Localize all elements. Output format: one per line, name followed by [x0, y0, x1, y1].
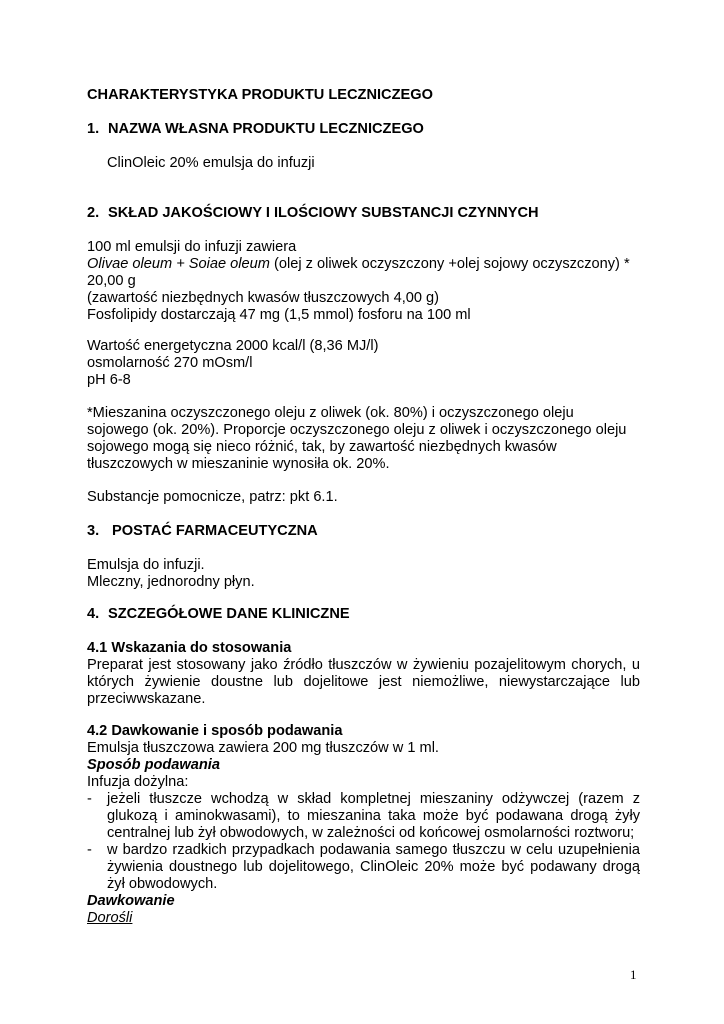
section-1-number: 1.: [87, 121, 100, 137]
section-3-number: 3.: [87, 523, 100, 539]
composition-amount: 20,00 g: [87, 273, 136, 289]
route-intro: Infuzja dożylna:: [87, 774, 189, 790]
section-3-heading: [87, 523, 318, 540]
footnote-line: tłuszczowych w mieszaninie wynosiła ok. 20%.: [87, 456, 390, 472]
bullet-dash: -: [87, 842, 92, 858]
bullet-dash: -: [87, 791, 92, 807]
route-bullet-item: [87, 791, 640, 842]
section-1-heading: [87, 121, 424, 138]
document-title: CHARAKTERYSTYKA PRODUKTU LECZNICZEGO: [87, 87, 433, 103]
section-3-title: POSTAĆ FARMACEUTYCZNA: [108, 523, 318, 539]
ph-value: pH 6-8: [87, 372, 131, 388]
subsection-4-2-title: 4.2 Dawkowanie i sposób podawania: [87, 723, 343, 739]
route-bullet-item: [87, 842, 640, 893]
pharma-form-line: Mleczny, jednorodny płyn.: [87, 574, 255, 590]
pharma-form-block: [87, 557, 640, 591]
section-4-heading: [87, 606, 350, 623]
osmolarity-value: osmolarność 270 mOsm/l: [87, 355, 253, 371]
composition-block: [87, 239, 640, 324]
footnote-line: sojowego (ok. 20%). Proporcje oczyszczonego oleju z oliwek i oczyszczonego oleju: [87, 422, 627, 438]
composition-rest: (olej z oliwek oczyszczony +olej sojowy oczyszczony) *: [269, 256, 630, 272]
footnote-block: [87, 405, 640, 473]
section-4-title: SZCZEGÓŁOWE DANE KLINICZNE: [108, 606, 350, 622]
section-4-number: 4.: [87, 606, 100, 622]
product-name: ClinOleic 20% emulsja do infuzji: [107, 155, 315, 171]
properties-block: [87, 338, 640, 389]
page-number: 1: [630, 967, 637, 982]
subsection-4-1-title: 4.1 Wskazania do stosowania: [87, 640, 292, 656]
section-2-title: SKŁAD JAKOŚCIOWY I ILOŚCIOWY SUBSTANCJI CZYNNYCH: [108, 205, 539, 221]
latin-name: Olivae oleum + Soiae oleum: [87, 256, 270, 272]
excipients-note: Substancje pomocnicze, patrz: pkt 6.1.: [87, 489, 338, 505]
composition-intro: 100 ml emulsji do infuzji zawiera: [87, 239, 297, 255]
dosage-heading: Dawkowanie: [87, 893, 175, 909]
route-bullet-text: jeżeli tłuszcze wchodzą w skład kompletnej mieszaniny odżywczej (razem z glukozą i aminokwasami), to mieszanina taka może być podawana drogą żyły centralnej lub żył obwodowych, w zależności od końcowej osmolarności roztworu;: [107, 791, 640, 841]
fat-content-line: Emulsja tłuszczowa zawiera 200 mg tłuszczów w 1 ml.: [87, 740, 439, 756]
composition-line: [87, 256, 640, 273]
phospholipids-content: Fosfolipidy dostarczają 47 mg (1,5 mmol) fosforu na 100 ml: [87, 307, 471, 323]
footnote-line: sojowego mogą się nieco różnić, tak, by zawartość niezbędnych kwasów: [87, 439, 557, 455]
section-2-number: 2.: [87, 205, 100, 221]
footnote-line: *Mieszanina oczyszczonego oleju z oliwek (ok. 80%) i oczyszczonego oleju: [87, 405, 574, 421]
fatty-acids-content: (zawartość niezbędnych kwasów tłuszczowych 4,00 g): [87, 290, 440, 306]
indications-text: Preparat jest stosowany jako źródło tłuszczów w żywieniu pozajelitowym chorych, u których żywienie doustne lub dojelitowe jest niemożliwe, niewystarczające lub przeciwwskazane.: [87, 657, 640, 707]
adults-heading: Dorośli: [87, 910, 133, 926]
pharma-form-line: Emulsja do infuzji.: [87, 557, 205, 573]
energy-value: Wartość energetyczna 2000 kcal/l (8,36 MJ/l): [87, 338, 379, 354]
section-1-title: NAZWA WŁASNA PRODUKTU LECZNICZEGO: [108, 121, 424, 137]
route-heading: Sposób podawania: [87, 757, 220, 773]
route-bullet-text: w bardzo rzadkich przypadkach podawania samego tłuszczu w celu uzupełnienia żywienia doustnego lub dojelitowego, ClinOleic 20% może być podawany drogą żył obwodowych.: [107, 842, 640, 892]
section-2-heading: [87, 205, 539, 222]
